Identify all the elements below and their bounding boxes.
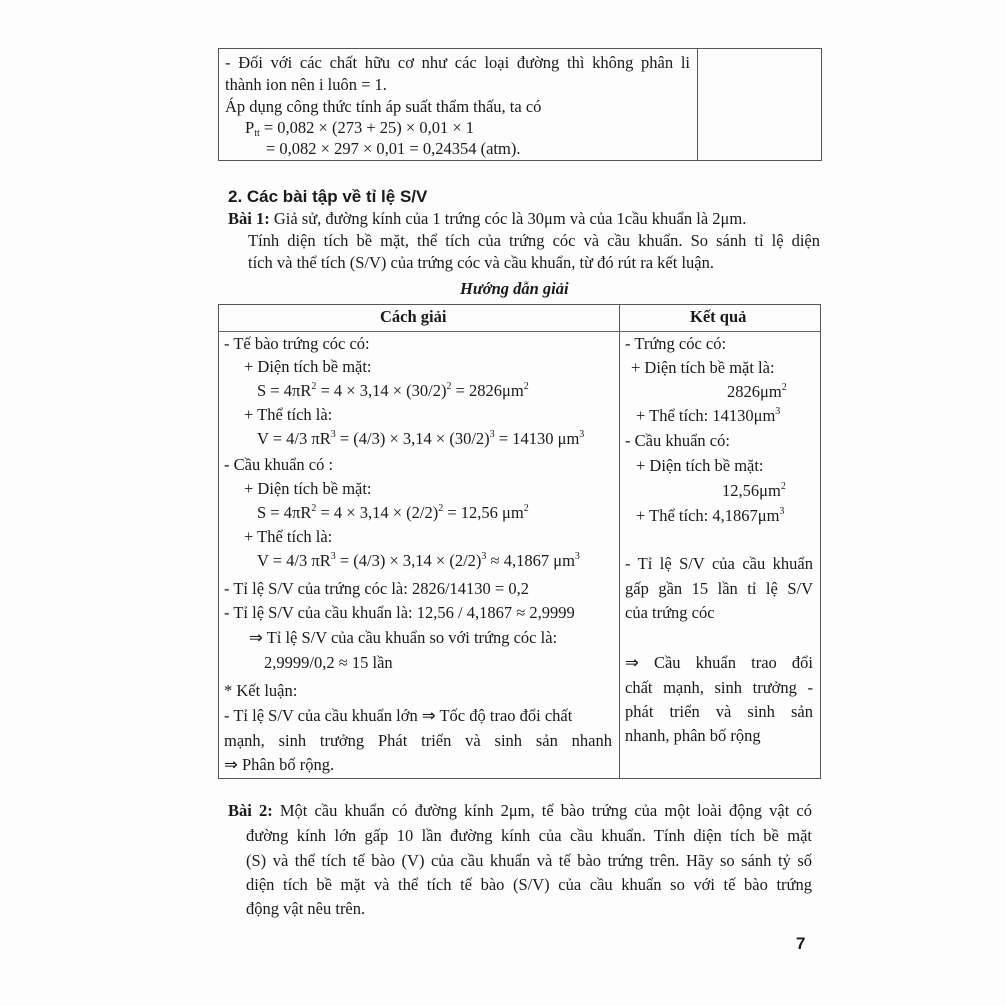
exponent: 3 (330, 429, 336, 440)
conclusion-title: * Kết luận: (224, 681, 298, 700)
value-text: + Thể tích: 14130μm (636, 406, 776, 425)
exponent: 3 (579, 429, 585, 440)
exercise-1-line-3: tích và thể tích (S/V) của trứng cóc và cầu khuẩn, từ đó rút ra kết luận. (248, 253, 714, 272)
osmotic-formula-2: = 0,082 × 297 × 0,01 = 0,24354 (atm). (266, 139, 521, 158)
exponent: 2 (523, 381, 529, 392)
formula-part: S = 4πR (257, 503, 312, 522)
exercise-2-label: Bài 2: (228, 801, 273, 820)
guide-title: Hướng dẫn giải (460, 279, 569, 298)
top-table-line-3: Áp dụng công thức tính áp suất thẩm thấu, ta có (225, 97, 542, 116)
result-conclusion-line-1: ⇒ Cầu khuẩn trao đổi (625, 653, 813, 672)
bacteria-volume-formula (257, 550, 580, 572)
result-conclusion-line-3: phát triển và sinh sản (625, 702, 813, 721)
egg-area-formula (257, 380, 529, 402)
result-ratio-line-2: gấp gần 15 lần tỉ lệ S/V (625, 579, 813, 598)
ratio-comparison: ⇒ Tỉ lệ S/V của cầu khuẩn so với trứng cóc là: (249, 628, 558, 647)
result-conclusion-line-2: chất mạnh, sinh trưởng - (625, 678, 813, 697)
exponent: 2 (438, 503, 444, 514)
formula-part: V = 4/3 πR (257, 551, 331, 570)
page-number: 7 (796, 934, 806, 953)
top-table-line-2: thành ion nên i luôn = 1. (225, 75, 387, 94)
exercise-2-line-1 (228, 800, 812, 822)
exponent: 3 (779, 506, 785, 517)
exponent: 3 (574, 551, 580, 562)
section-title: 2. Các bài tập về tỉ lệ S/V (228, 187, 428, 206)
exercise-2-line-4: diện tích bề mặt và thể tích tế bào (S/V) của cầu khuẩn so với tế bào trứng (246, 875, 812, 894)
exercise-2-line-5: động vật nêu trên. (246, 899, 366, 918)
bacteria-volume-label: + Thể tích là: (244, 527, 333, 546)
egg-area-label: + Diện tích bề mặt: (244, 357, 372, 376)
value-text: 2826μm (727, 382, 782, 401)
result-bacteria-area-label: + Diện tích bề mặt: (636, 456, 764, 475)
bacteria-area-formula (257, 502, 529, 524)
result-egg-intro: - Trứng cóc có: (625, 334, 727, 353)
exponent: 3 (489, 429, 495, 440)
solution-table-divider (619, 304, 620, 779)
egg-intro: - Tế bào trứng cóc có: (224, 334, 370, 353)
exponent: 3 (775, 406, 781, 417)
exponent: 2 (311, 503, 317, 514)
formula-part: = 14130 μm (494, 429, 580, 448)
top-table-divider (697, 48, 698, 161)
formula-rhs: = 0,082 × (273 + 25) × 0,01 × 1 (259, 118, 475, 137)
egg-volume-formula (257, 428, 584, 450)
osmotic-formula-1 (245, 117, 474, 139)
exercise-1-text: Giả sử, đường kính của 1 trứng cóc là 30μm và của 1cầu khuẩn là 2μm. (269, 209, 747, 228)
exercise-1-label: Bài 1: (228, 209, 270, 228)
result-egg-area-value (727, 381, 787, 403)
formula-part: = 12,56 μm (443, 503, 524, 522)
result-bacteria-volume (636, 505, 784, 527)
formula-part: = 4 × 3,14 × (30/2) (316, 381, 447, 400)
exercise-2-line-2: đường kính lớn gấp 10 lần đường kính của cầu khuẩn. Tính diện tích bề mặt (246, 826, 812, 845)
exponent: 2 (781, 382, 787, 393)
formula-part: = 4 × 3,14 × (2/2) (316, 503, 439, 522)
result-ratio-line-1: - Tỉ lệ S/V của cầu khuẩn (625, 554, 813, 573)
formula-symbol: P (245, 118, 255, 137)
solution-table-header-rule (218, 331, 821, 332)
formula-part: ≈ 4,1867 μm (486, 551, 575, 570)
value-text: + Thể tích: 4,1867μm (636, 506, 780, 525)
exercise-2-line-3: (S) và thể tích tế bào (V) của cầu khuẩn và tế bào trứng trên. Hãy so sánh tỷ số (246, 851, 812, 870)
formula-part: = (4/3) × 3,14 × (2/2) (335, 551, 482, 570)
formula-subscript: tt (254, 128, 260, 139)
header-method: Cách giải (380, 307, 447, 326)
exercise-1-line-1 (228, 208, 746, 230)
exponent: 2 (311, 381, 317, 392)
formula-part: S = 4πR (257, 381, 312, 400)
value-text: 12,56μm (722, 481, 781, 500)
header-result: Kết quả (690, 307, 747, 326)
conclusion-line-2: mạnh, sinh trưởng Phát triển và sinh sản nhanh (224, 731, 612, 750)
bacteria-area-label: + Diện tích bề mặt: (244, 479, 372, 498)
formula-part: V = 4/3 πR (257, 429, 331, 448)
result-ratio-line-3: của trứng cóc (625, 603, 715, 622)
exponent: 2 (446, 381, 452, 392)
exercise-2-text: Một cầu khuẩn có đường kính 2μm, tế bào trứng của một loài động vật có (272, 801, 812, 820)
ratio-comparison-value: 2,9999/0,2 ≈ 15 lần (264, 653, 393, 672)
result-egg-area-label: + Diện tích bề mặt là: (631, 358, 775, 377)
result-egg-volume (636, 405, 780, 427)
result-bacteria-intro: - Cầu khuẩn có: (625, 431, 730, 450)
exercise-1-line-2: Tính diện tích bề mặt, thể tích của trứng cóc và cầu khuẩn. So sánh tỉ lệ diện (248, 231, 820, 250)
formula-part: = 2826μm (451, 381, 524, 400)
exponent: 3 (481, 551, 487, 562)
conclusion-line-1: - Tỉ lệ S/V của cầu khuẩn lớn ⇒ Tốc độ trao đổi chất (224, 706, 573, 725)
egg-volume-label: + Thể tích là: (244, 405, 333, 424)
exponent: 2 (523, 503, 529, 514)
top-table-line-1: - Đối với các chất hữu cơ như các loại đường thì không phân li (225, 53, 690, 72)
conclusion-line-3: ⇒ Phân bố rộng. (224, 755, 335, 774)
result-conclusion-line-4: nhanh, phân bố rộng (625, 726, 761, 745)
bacteria-ratio: - Tỉ lệ S/V của cầu khuẩn là: 12,56 / 4,1867 ≈ 2,9999 (224, 603, 575, 622)
exponent: 2 (780, 481, 786, 492)
bacteria-intro: - Cầu khuẩn có : (224, 455, 334, 474)
egg-ratio: - Tỉ lệ S/V của trứng cóc là: 2826/14130 = 0,2 (224, 579, 529, 598)
formula-part: = (4/3) × 3,14 × (30/2) (335, 429, 490, 448)
exponent: 3 (330, 551, 336, 562)
result-bacteria-area-value (722, 480, 786, 502)
